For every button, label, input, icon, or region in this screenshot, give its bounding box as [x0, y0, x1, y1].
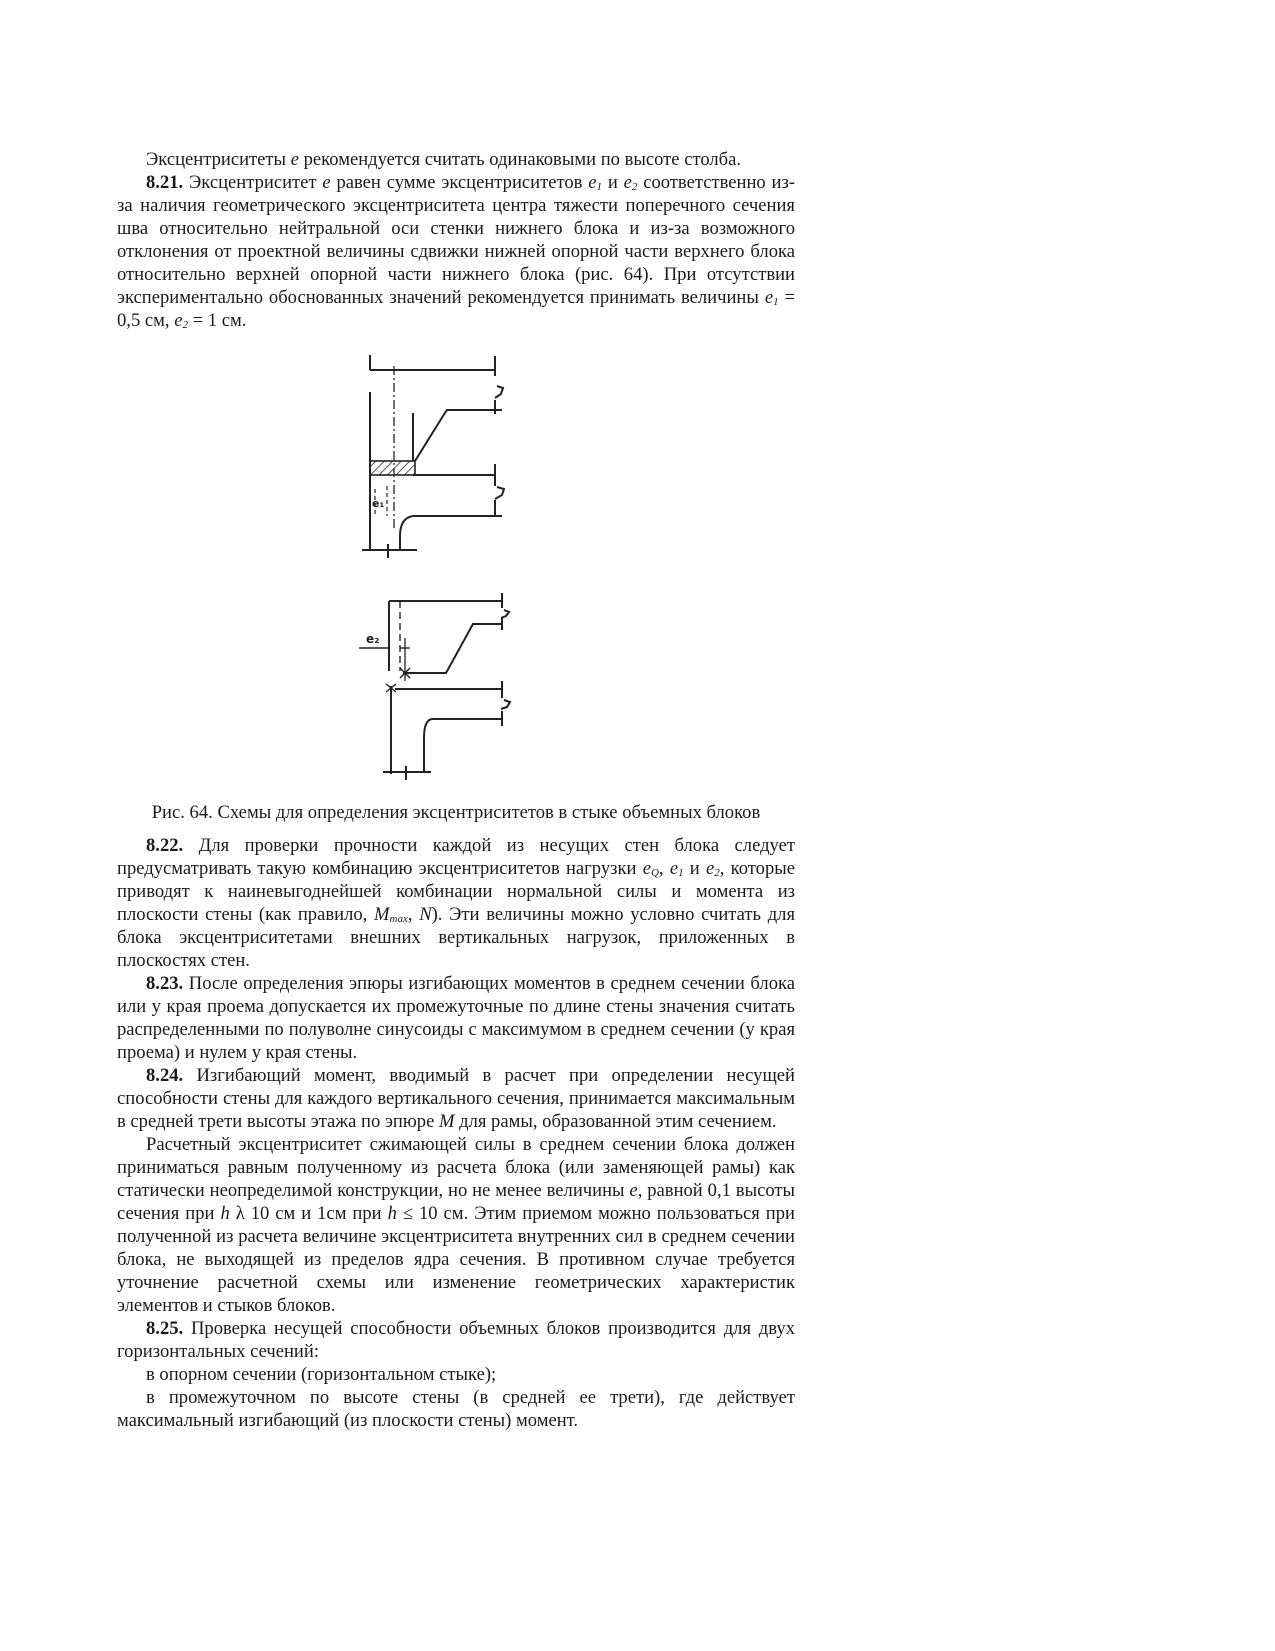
document-page: [117, 148, 795, 1432]
joint-diagram: [117, 346, 795, 801]
lower-scheme: [359, 593, 510, 780]
clause-number: 8.24.: [146, 1065, 184, 1086]
clause-number: 8.23.: [146, 973, 184, 994]
upper-scheme: [362, 355, 504, 558]
paragraph-8-25: 8.25. Проверка несущей способности объемных блоков производится для двух горизонтальных сечений:: [117, 1318, 795, 1362]
clause-number: 8.21.: [146, 172, 184, 193]
paragraph-calc-eccentricity: Расчетный эксцентриситет сжимающей силы в среднем сечении блока должен приниматься равным полученному из расчета блока (или заменяющей рамы) как статически неопределимой конструкции, но не менее величины e, равной 0,1 высоты сечения при h λ 10 см и 1см при h ≤ 10 см. Этим приемом можно пользоваться при полученной из расчета величине эксцентриситета внутренних сил в среднем сечении блока, не выходящей из пределов ядра сечения. В противном случае требуется уточнение расчетной схемы или изменение геометрических характеристик элементов и стыков блоков.: [117, 1134, 796, 1316]
paragraph-8-23: 8.23. После определения эпюры изгибающих моментов в среднем сечении блока или у края проема допускается их промежуточные по длине стены значения считать распределенными по полуволне синусоиды с максимумом в среднем сечении (у края проема) и нулем у края стены.: [117, 973, 795, 1063]
paragraph-8-21: 8.21. Эксцентриситет e равен сумме эксцентриситетов $e_1$ и $e_2$ соответственно из-за наличия геометрического эксцентриситета центра тяжести поперечного сечения шва относительно нейтральной оси стенки нижнего блока и из-за возможного отклонения от проектной величины сдвижки нижней опорной части верхнего блока относительно верхней опорной части нижнего блока (рис. 64). При отсутствии экспериментально обоснованных значений рекомендуется принимать величины $e_1 = 0,5$ см, $e_2 = 1$ см.: [117, 172, 795, 331]
label-e1: e₁: [372, 497, 385, 510]
paragraph-intro: Эксцентриситеты e рекомендуется считать одинаковыми по высоте столба.: [146, 149, 742, 170]
label-e2: e₂: [366, 632, 380, 646]
paragraph-8-22: 8.22. Для проверки прочности каждой из несущих стен блока следует предусматривать такую комбинацию эксцентриситетов нагрузки $e_Q$, $e_1$ и $e_2$, которые приводят к наиневыгоднейшей комбинации нормальной силы и момента из плоскости стены (как правило, $M_{max}$, N). Эти величины можно условно считать для блока эксцентриситетами внешних вертикальных нагрузок, приложенных в плоскостях стен.: [117, 835, 796, 971]
clause-number: 8.25.: [146, 1318, 184, 1339]
figure-64: [117, 346, 795, 801]
list-item-intermediate-section: в промежуточном по высоте стены (в средней ее трети), где действует максимальный изгибающий (из плоскости стены) момент.: [117, 1387, 795, 1431]
figure-caption: Рис. 64. Схемы для определения эксцентриситетов в стыке объемных блоков: [151, 802, 761, 823]
paragraph-8-24: 8.24. Изгибающий момент, вводимый в расчет при определении несущей способности стены для каждого вертикального сечения, принимается максимальным в средней трети высоты этажа по эпюре M для рамы, образованной этим сечением.: [117, 1065, 795, 1132]
clause-number: 8.22.: [146, 835, 184, 856]
list-item-support-section: в опорном сечении (горизонтальном стыке);: [146, 1364, 497, 1385]
